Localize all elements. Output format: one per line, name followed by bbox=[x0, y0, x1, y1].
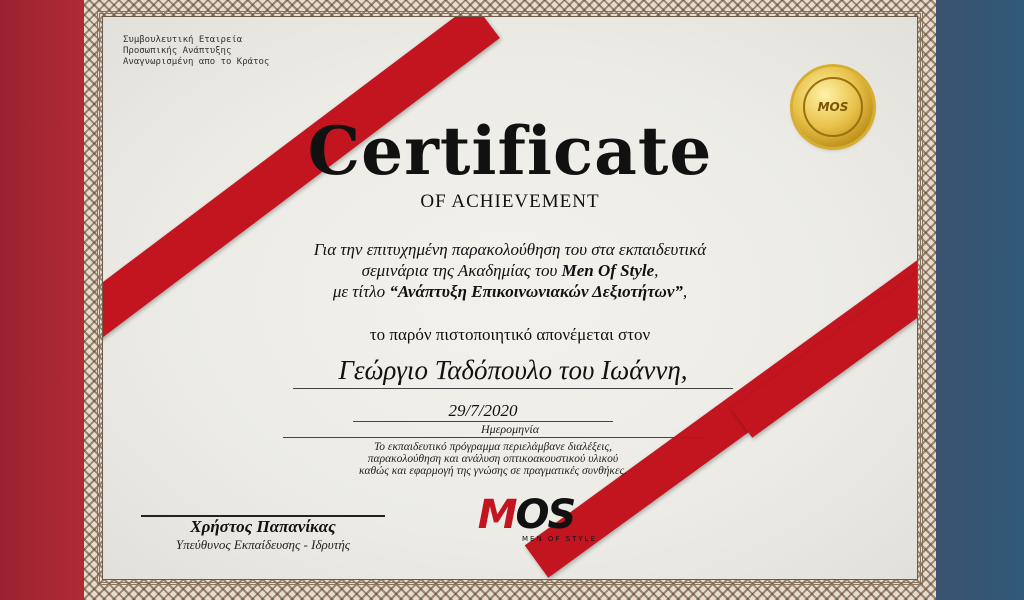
body-line-3-suffix: , bbox=[682, 282, 688, 301]
certificate-subtitle: OF ACHIEVEMENT bbox=[420, 191, 600, 212]
certificate bbox=[84, 0, 936, 600]
certificate-title: Certificate bbox=[307, 112, 713, 190]
signer-name: Χρήστος Παπανίκας bbox=[141, 515, 385, 537]
certificate-paper bbox=[102, 16, 918, 580]
logo-mark-os: OS bbox=[515, 492, 575, 538]
company-line-2: Προσωπικής Ανάπτυξης bbox=[123, 46, 232, 56]
logo-tagline: MEN OF STYLE bbox=[521, 535, 597, 543]
body-line-1: Για την επιτυχημένη παρακολούθηση του στα εκπαιδευτικά bbox=[313, 240, 707, 259]
body-line-2-suffix: , bbox=[654, 261, 659, 280]
body-line-2 bbox=[103, 260, 917, 281]
academy-name: Men Of Style bbox=[561, 261, 655, 280]
award-line: το παρόν πιστοποιητικό απονέμεται στον bbox=[369, 325, 651, 344]
certificate-body bbox=[103, 239, 917, 302]
logo-mark bbox=[441, 492, 611, 538]
body-line-3-text: με τίτλο bbox=[332, 282, 390, 301]
seal-mark: MOS bbox=[803, 77, 863, 137]
body-line-3 bbox=[103, 281, 917, 302]
program-description bbox=[283, 437, 703, 477]
program-line-3: καθώς και εφαρμογή της γνώσης σε πραγματικές συνθήκες. bbox=[358, 465, 628, 477]
company-info bbox=[123, 35, 269, 68]
body-line-2-text: σεμινάρια της Ακαδημίας του bbox=[361, 261, 562, 280]
date-label: Ημερομηνία bbox=[480, 422, 540, 436]
course-title: “Ανάπτυξη Επικοινωνιακών Δεξιοτήτων” bbox=[389, 282, 683, 301]
company-line-3: Αναγνωρισμένη απο το Κράτος bbox=[123, 57, 270, 67]
logo-mark-m: M bbox=[477, 492, 516, 538]
program-line-2: παρακολούθηση και ανάλυση οπτικοακουστικού υλικού bbox=[367, 453, 619, 465]
award-date: 29/7/2020 bbox=[353, 401, 613, 422]
signer-role: Υπεύθυνος Εκπαίδευσης - Ιδρυτής bbox=[175, 537, 351, 552]
company-line-1: Συμβουλευτική Εταιρεία bbox=[123, 35, 243, 45]
men-of-style-logo bbox=[441, 492, 611, 555]
recipient-name: Γεώργιο Ταδόπουλο του Ιωάννη, bbox=[293, 355, 733, 389]
program-line-1: Το εκπαιδευτικό πρόγραμμα περιελάμβανε διαλέξεις, bbox=[373, 441, 613, 453]
